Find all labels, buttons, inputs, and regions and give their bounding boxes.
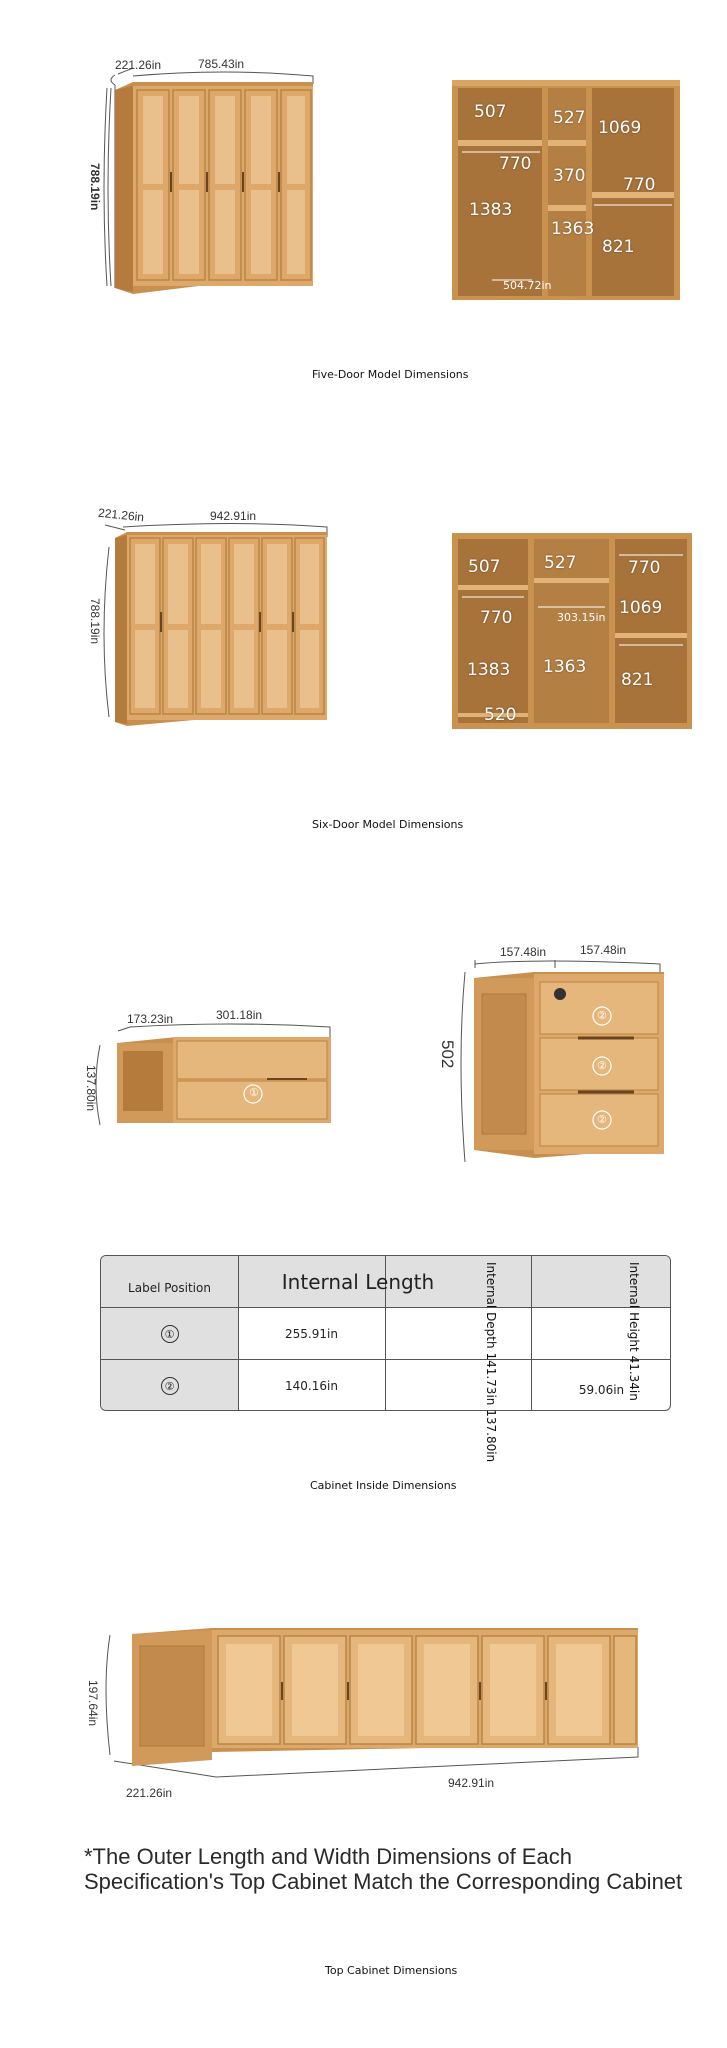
six-door-inner-c: 770 <box>628 558 661 578</box>
row1-height: 41.34in <box>627 1355 641 1401</box>
six-door-inner-a: 507 <box>468 557 501 577</box>
five-door-height-label: 788.19in <box>88 163 102 211</box>
six-door-caption: Six-Door Model Dimensions <box>312 818 464 831</box>
note-line-1: *The Outer Length and Width Dimensions of Each <box>84 1844 572 1869</box>
six-door-inner-e: 303.15in <box>557 611 606 624</box>
five-door-inner-d: 770 <box>499 154 532 174</box>
small-cabinet-width-label: 301.18in <box>216 1008 263 1022</box>
six-door-wardrobe-image <box>115 532 330 727</box>
six-door-inner-g: 1383 <box>467 660 511 680</box>
inside-dimensions-table <box>100 1255 671 1411</box>
row2-length: 140.16in <box>285 1379 338 1393</box>
top-cabinet-note <box>84 1844 682 1894</box>
top-cabinet-height-label: 197.64in <box>86 1680 100 1727</box>
top-cabinet-depth-label: 221.26in <box>126 1786 173 1800</box>
row2-depth: 137.80in <box>484 1409 498 1463</box>
top-cabinet-caption: Top Cabinet Dimensions <box>325 1964 458 1977</box>
five-door-inner-f: 770 <box>623 175 656 195</box>
header-internal-length: Internal Length <box>281 1270 435 1294</box>
six-door-height-label: 788.19in <box>88 598 102 645</box>
header-internal-depth: Internal Depth <box>484 1262 498 1349</box>
six-door-inner-f: 1069 <box>619 598 663 618</box>
note-line-2: Specification's Top Cabinet Match the Corresponding Cabinet <box>84 1869 683 1894</box>
small-cabinet-depth-label: 173.23in <box>127 1012 174 1026</box>
small-cabinet-image <box>117 1037 333 1127</box>
row2-label: ② <box>161 1377 179 1395</box>
tall-cabinet-label-1: ② <box>597 1009 607 1022</box>
six-door-inner-b: 527 <box>544 553 577 573</box>
tall-cabinet-image <box>474 972 666 1158</box>
tall-cabinet-label-3: ② <box>597 1113 607 1126</box>
five-door-caption: Five-Door Model Dimensions <box>312 368 469 381</box>
five-door-inner-j: 504.72in <box>503 279 552 292</box>
tall-cabinet-height-label: 502 <box>438 1040 457 1069</box>
top-cabinet-image <box>132 1628 640 1766</box>
small-cabinet-label: ① <box>249 1086 259 1099</box>
six-door-width-label: 942.91in <box>210 509 257 523</box>
five-door-depth-label: 221.26in <box>115 58 162 72</box>
row1-depth: 141.73in <box>484 1352 498 1406</box>
five-door-inner-e: 370 <box>553 166 586 186</box>
header-internal-height: Internal Height <box>627 1262 641 1352</box>
five-door-wardrobe-image <box>115 82 315 297</box>
tall-cabinet-width1-label: 157.48in <box>500 945 547 959</box>
row1-length: 255.91in <box>285 1327 338 1341</box>
five-door-inner-c: 1069 <box>598 118 642 138</box>
six-door-inner-d: 770 <box>480 608 513 628</box>
small-cabinet-height-label: 137.80in <box>84 1065 98 1112</box>
six-door-inner-j: 520 <box>484 705 517 725</box>
top-cabinet-width-label: 942.91in <box>448 1776 495 1790</box>
five-door-inner-h: 1363 <box>551 219 595 239</box>
six-door-inner-i: 821 <box>621 670 654 690</box>
header-label-position: Label Position <box>128 1281 211 1295</box>
cabinet-inside-caption: Cabinet Inside Dimensions <box>310 1479 457 1492</box>
tall-cabinet-label-2: ② <box>597 1059 607 1072</box>
row1-label: ① <box>161 1325 179 1343</box>
row2-height: 59.06in <box>578 1383 625 1397</box>
five-door-inner-a: 507 <box>474 102 507 122</box>
five-door-inner-i: 821 <box>602 237 635 257</box>
six-door-depth-label: 221.26in <box>97 505 145 525</box>
five-door-width-label: 785.43in <box>198 57 245 71</box>
tall-cabinet-width2-label: 157.48in <box>580 943 627 957</box>
six-door-inner-h: 1363 <box>543 657 587 677</box>
five-door-inner-b: 527 <box>553 108 586 128</box>
five-door-inner-g: 1383 <box>469 200 513 220</box>
